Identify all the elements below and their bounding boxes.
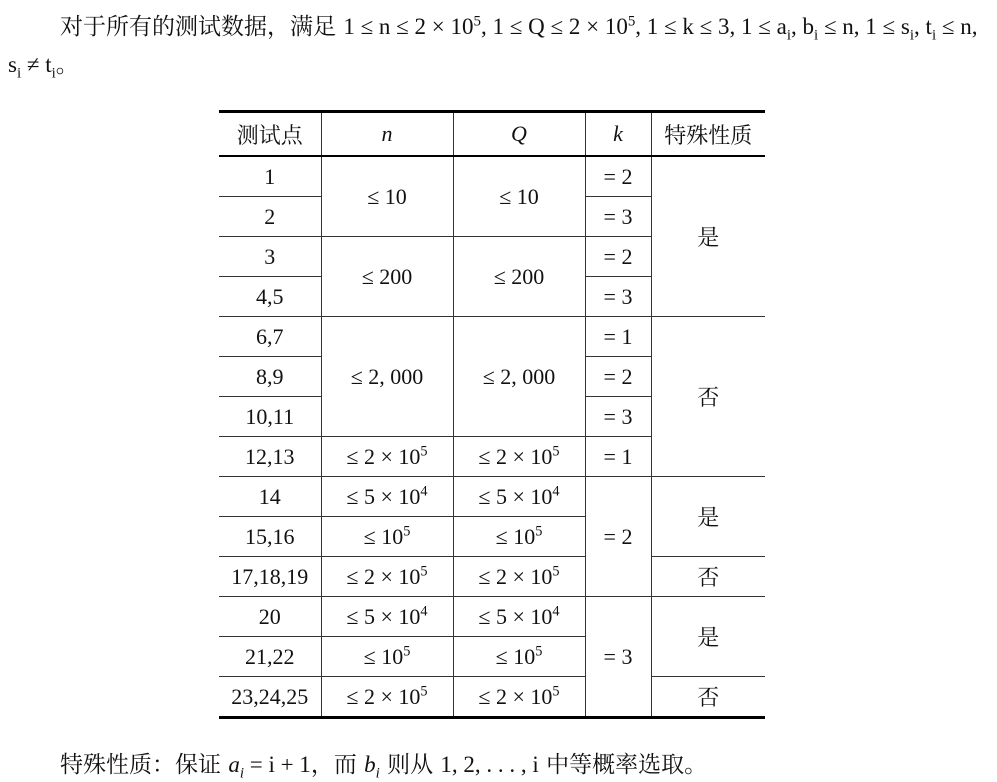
testcase-table	[219, 110, 765, 719]
testcase-cell: 14	[219, 477, 321, 517]
n-cell: ≤ $2 \times 10^5$	[321, 677, 453, 718]
k-cell: = 3	[585, 277, 651, 317]
q-cell: ≤ 200	[453, 237, 585, 317]
constraint-n: $1 \le n \le 2 \times 10^5$, $1 \le Q \le 2 \times 10^5$, 1 ≤ k ≤ 3, $1 \le a_i$, $b_i \le n$, $1 \le s_i$, $t_i \le n$, $s_i \ne t_i$	[8, 13, 978, 82]
k-cell: = 2	[585, 477, 651, 597]
n-cell: ≤ $10^5$	[321, 517, 453, 557]
testcase-cell: 3	[219, 237, 321, 277]
n-cell: ≤ $2 \times 10^5$	[321, 437, 453, 477]
testcase-cell: 10,11	[219, 397, 321, 437]
special-cell: 否	[651, 317, 765, 477]
testcase-cell: 8,9	[219, 357, 321, 397]
k-cell: = 3	[585, 197, 651, 237]
special-cell: 否	[651, 677, 765, 718]
table-row	[219, 317, 765, 357]
n-cell: ≤ $10^5$	[321, 637, 453, 677]
n-cell: ≤ $2 \times 10^5$	[321, 557, 453, 597]
table-row	[219, 477, 765, 517]
testcase-cell: 4,5	[219, 277, 321, 317]
n-cell: ≤ 10	[321, 156, 453, 237]
testcase-cell: 21,22	[219, 637, 321, 677]
constraints-paragraph: 对于所有的测试数据，满足 $1 \le n \le 2 \times 10^5$, $1 \le Q \le 2 \times 10^5$, 1 ≤ k ≤ 3, $1 \le a_i$, $b_i \le n$, $1 \le s_i$, $t_i \le n$, $s_i \ne t_i$。	[8, 13, 978, 82]
testcase-cell: 6,7	[219, 317, 321, 357]
q-cell: ≤ $10^5$	[453, 637, 585, 677]
n-cell: ≤ $5 \times 10^4$	[321, 597, 453, 637]
header-q: Q	[453, 112, 585, 157]
special-cell: 否	[651, 557, 765, 597]
k-cell: = 3	[585, 597, 651, 718]
k-cell: = 1	[585, 317, 651, 357]
q-cell: ≤ $2 \times 10^5$	[453, 677, 585, 718]
q-cell: ≤ $2 \times 10^5$	[453, 557, 585, 597]
special-property-note: 特殊性质：保证 $a_i = i + 1$，而 $b_i$ 则从 1, 2, . . . , i 中等概率选取。	[60, 752, 708, 782]
testcase-cell: 20	[219, 597, 321, 637]
table-row	[219, 677, 765, 718]
table-row	[219, 156, 765, 197]
testcase-cell: 23,24,25	[219, 677, 321, 718]
special-cell: 是	[651, 156, 765, 317]
header-n: n	[321, 112, 453, 157]
n-cell: ≤ 2, 000	[321, 317, 453, 437]
q-cell: ≤ 2, 000	[453, 317, 585, 437]
testcase-cell: 15,16	[219, 517, 321, 557]
testcase-cell: 1	[219, 156, 321, 197]
table-header-row	[219, 112, 765, 157]
table-row	[219, 597, 765, 637]
special-cell: 是	[651, 477, 765, 557]
q-cell: ≤ $5 \times 10^4$	[453, 597, 585, 637]
testcase-table-wrapper	[219, 110, 765, 719]
k-cell: = 3	[585, 397, 651, 437]
q-cell: ≤ $5 \times 10^4$	[453, 477, 585, 517]
k-cell: = 2	[585, 156, 651, 197]
q-cell: ≤ $2 \times 10^5$	[453, 437, 585, 477]
testcase-cell: 17,18,19	[219, 557, 321, 597]
testcase-cell: 12,13	[219, 437, 321, 477]
q-cell: ≤ 10	[453, 156, 585, 237]
n-cell: ≤ $5 \times 10^4$	[321, 477, 453, 517]
special-cell: 是	[651, 597, 765, 677]
n-cell: ≤ 200	[321, 237, 453, 317]
testcase-cell: 2	[219, 197, 321, 237]
k-cell: = 2	[585, 237, 651, 277]
q-cell: ≤ $10^5$	[453, 517, 585, 557]
header-testcase: 测试点	[219, 112, 321, 157]
header-k: k	[585, 112, 651, 157]
k-cell: = 1	[585, 437, 651, 477]
k-cell: = 2	[585, 357, 651, 397]
header-special: 特殊性质	[651, 112, 765, 157]
table-row	[219, 557, 765, 597]
constraints-lead: 对于所有的测试数据，满足	[60, 14, 336, 40]
